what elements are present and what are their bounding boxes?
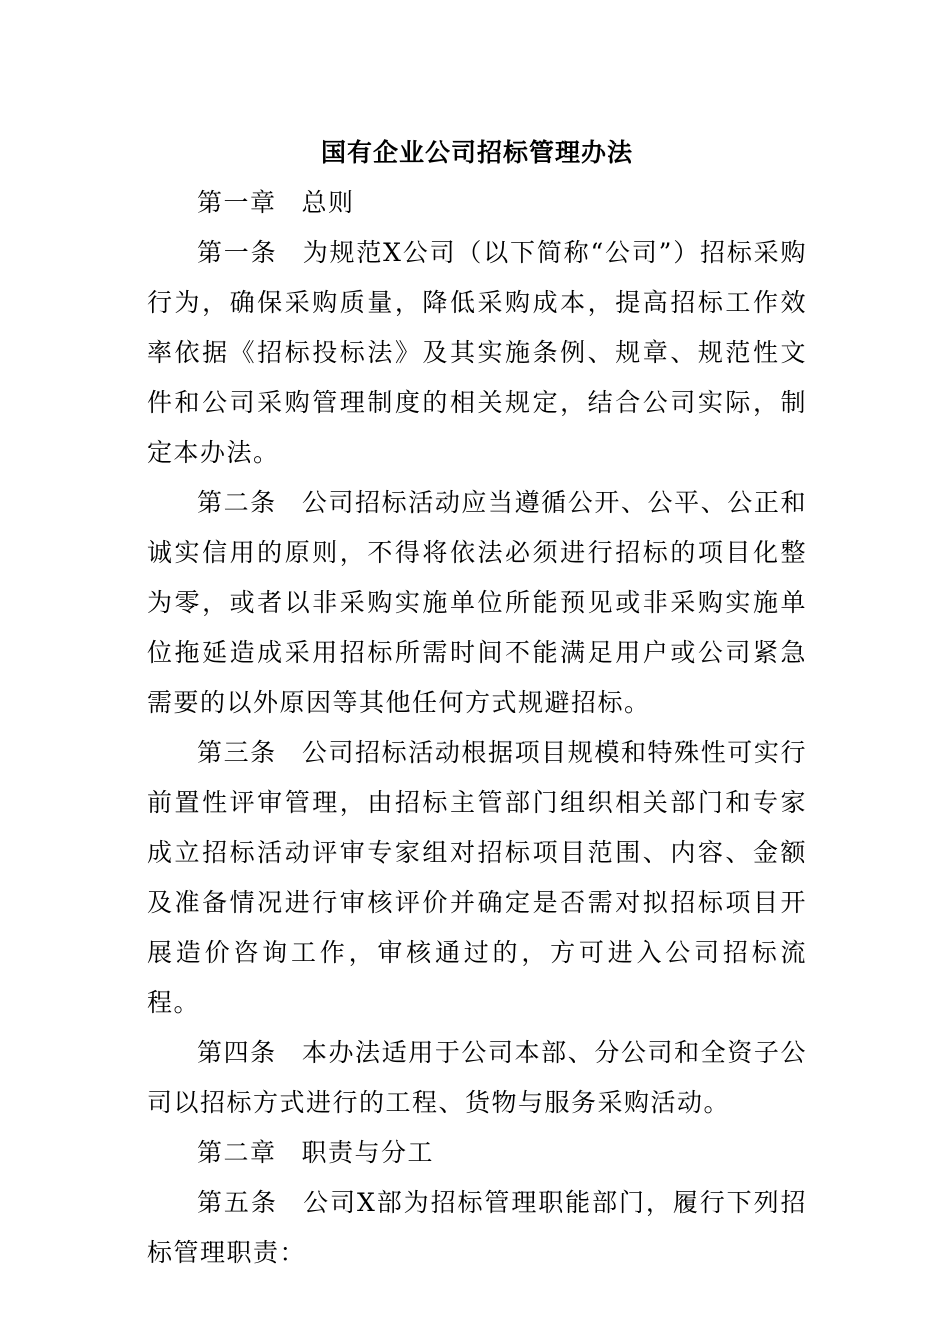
chapter-number: 第一章 bbox=[197, 188, 277, 217]
chapter-heading bbox=[147, 178, 807, 228]
article-text: 公司招标活动根据项目规模和特殊性可实行前置性评审管理，由招标主管部门组织相关部门和专家成立招标活动评审专家组对招标项目范围、内容、金额及准备情况进行审核评价并确定是否需对拟招标项目开展造价咨询工作，审核通过的，方可进入公司招标流程。 bbox=[147, 738, 807, 1017]
article-text: 公司X部为招标管理职能部门，履行下列招标管理职责： bbox=[147, 1188, 807, 1267]
chapter-title: 总则 bbox=[301, 188, 355, 217]
article-number: 第三条 bbox=[197, 738, 277, 767]
chapter-number: 第二章 bbox=[197, 1138, 277, 1167]
article-paragraph bbox=[147, 1028, 807, 1128]
chapter-heading bbox=[147, 1128, 807, 1178]
article-paragraph bbox=[147, 1178, 807, 1278]
article-text: 本办法适用于公司本部、分公司和全资子公司以招标方式进行的工程、货物与服务采购活动。 bbox=[147, 1038, 807, 1117]
article-number: 第五条 bbox=[197, 1188, 278, 1217]
chapter-title: 职责与分工 bbox=[301, 1138, 435, 1167]
article-paragraph bbox=[147, 228, 807, 478]
document-page bbox=[147, 128, 807, 1278]
document-title: 国有企业公司招标管理办法 bbox=[320, 138, 633, 167]
article-text: 为规范X公司（以下简称“公司”）招标采购行为，确保采购质量，降低采购成本，提高招标工作效率依据《招标投标法》及其实施条例、规章、规范性文件和公司采购管理制度的相关规定，结合公司实际，制定本办法。 bbox=[147, 238, 807, 467]
article-number: 第二条 bbox=[197, 488, 277, 517]
article-number: 第一条 bbox=[197, 238, 278, 267]
article-paragraph bbox=[147, 478, 807, 728]
article-text: 公司招标活动应当遵循公开、公平、公正和诚实信用的原则，不得将依法必须进行招标的项目化整为零，或者以非采购实施单位所能预见或非采购实施单位拖延造成采用招标所需时间不能满足用户或公司紧急需要的以外原因等其他任何方式规避招标。 bbox=[147, 488, 807, 717]
article-paragraph bbox=[147, 728, 807, 1028]
article-number: 第四条 bbox=[197, 1038, 277, 1067]
